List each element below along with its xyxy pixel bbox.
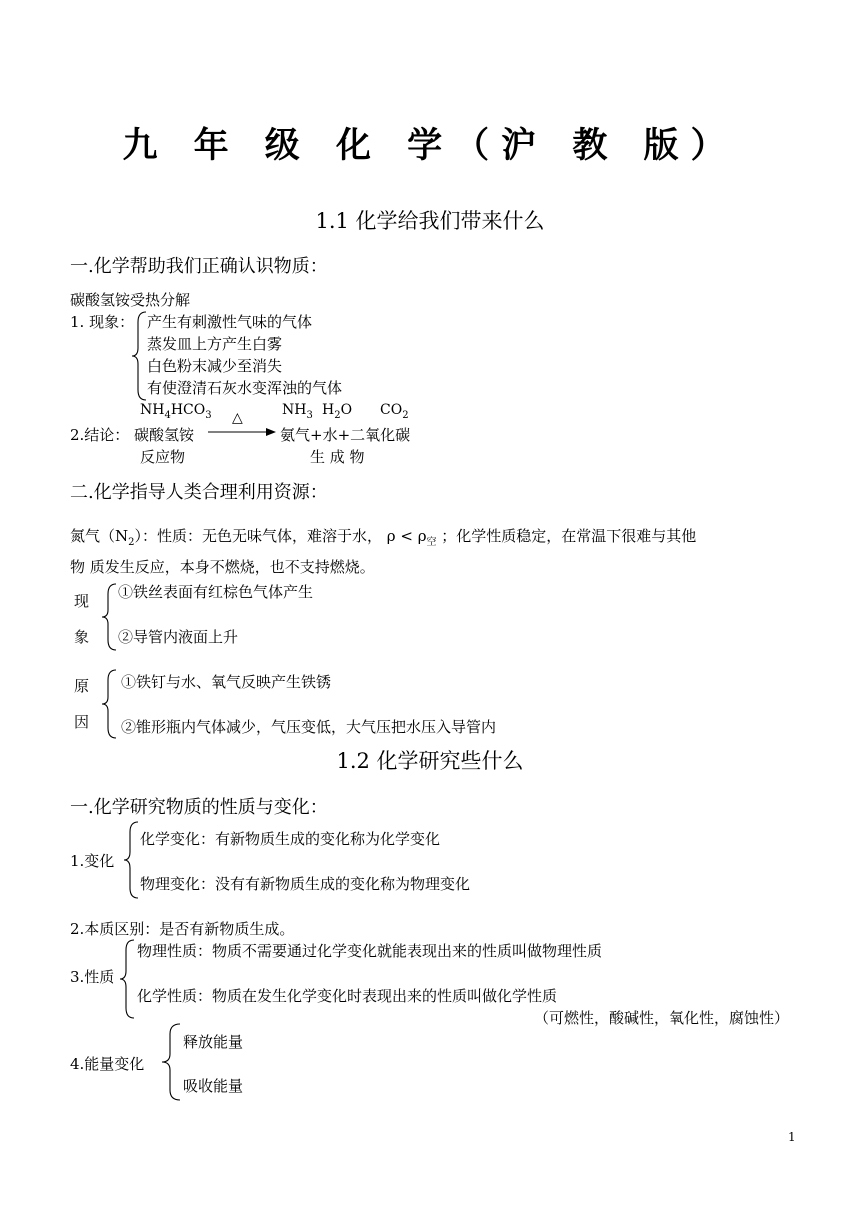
document-title: 九 年 级 化 学（沪 教 版） <box>122 125 738 166</box>
phenomenon-item: 蒸发皿上方产生白雾 <box>147 335 283 353</box>
property-item: 化学性质：物质在发生化学变化时表现出来的性质叫做化学性质 <box>137 987 558 1005</box>
property-examples: （可燃性，酸碱性，氧化性，腐蚀性） <box>534 1009 790 1027</box>
page-number: 1 <box>788 1130 796 1144</box>
energy-item: 吸收能量 <box>183 1077 244 1095</box>
phenomena-label: 1. 现象： <box>70 313 135 331</box>
brace-icon <box>130 310 148 402</box>
brace-icon <box>122 820 140 900</box>
phenomenon-item: 白色粉末减少至消失 <box>147 357 283 375</box>
brace-icon <box>100 582 118 652</box>
reactant-caption: 反应物 <box>140 448 186 466</box>
conclusion-label: 2.结论： <box>70 426 130 444</box>
topic-label: 碳酸氢铵受热分解 <box>70 291 191 309</box>
part-2-heading: 二.化学指导人类合理利用资源： <box>70 482 328 503</box>
energy-item: 释放能量 <box>183 1033 244 1051</box>
reason-label-char: 原 <box>74 677 90 695</box>
phenomenon-item: 产生有刺激性气味的气体 <box>147 313 313 331</box>
phenomena-label-char: 现 <box>74 592 90 610</box>
change-label: 1.变化 <box>70 852 115 870</box>
heat-condition: △ <box>232 410 243 426</box>
nitrogen-properties-line1: 氮气$(N_2)$：性质：无色无味气体，难溶于水， $\rho < \rho_空$ ；化学性质稳定，在常温下很难与其他 <box>70 527 697 548</box>
energy-label: 4.能量变化 <box>70 1055 145 1073</box>
reactant-formula: $NH_4HCO_3$ <box>140 402 212 421</box>
phenomena-label-char: 象 <box>74 628 90 646</box>
change-item: 化学变化：有新物质生成的变化称为化学变化 <box>140 830 441 848</box>
reaction-arrow-icon <box>208 426 278 438</box>
reason-item: ①铁钉与水、氧气反映产生铁锈 <box>121 673 332 691</box>
brace-icon <box>100 668 118 740</box>
products-name: 氨气+水+二氧化碳 <box>280 426 411 444</box>
phenomenon-item: 有使澄清石灰水变浑浊的气体 <box>147 379 343 397</box>
phenomenon-item: ②导管内液面上升 <box>118 628 239 646</box>
brace-icon <box>160 1022 182 1102</box>
product-formula-co2: $CO_2$ <box>380 402 409 421</box>
section-1-2-heading: 1.2 化学研究些什么 <box>336 749 524 773</box>
phenomenon-item: ①铁丝表面有红棕色气体产生 <box>118 583 314 601</box>
products-caption: 生 成 物 <box>310 448 365 466</box>
nitrogen-properties-line2: 物 质发生反应，本身不燃烧，也不支持燃烧。 <box>70 558 375 576</box>
change-item: 物理变化：没有有新物质生成的变化称为物理变化 <box>140 875 471 893</box>
property-item: 物理性质：物质不需要通过化学变化就能表现出来的性质叫做物理性质 <box>137 942 603 960</box>
part-1-heading: 一.化学研究物质的性质与变化： <box>70 797 328 818</box>
property-label: 3.性质 <box>70 968 115 986</box>
part-1-heading: 一.化学帮助我们正确认识物质： <box>70 256 328 277</box>
reason-label-char: 因 <box>74 713 90 731</box>
reactant-name: 碳酸氢铵 <box>134 426 195 444</box>
product-formula-h2o: $H_2O$ <box>322 402 353 421</box>
reason-item: ②锥形瓶内气体减少，气压变低，大气压把水压入导管内 <box>121 718 497 736</box>
product-formula-nh3: $NH_3$ <box>282 402 313 421</box>
section-1-1-heading: 1.1 化学给我们带来什么 <box>315 209 545 233</box>
brace-icon <box>118 938 136 1020</box>
essence-line: 2.本质区别：是否有新物质生成。 <box>70 920 295 938</box>
